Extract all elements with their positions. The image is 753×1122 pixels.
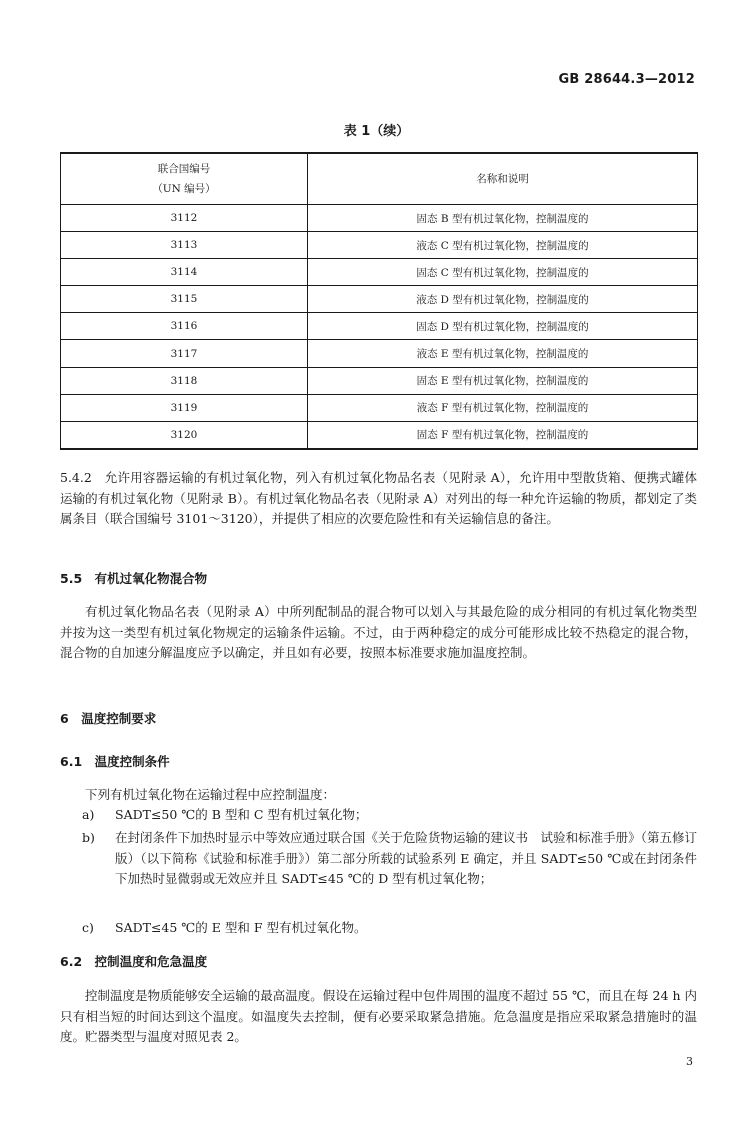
name-cell: 液态 D 型有机过氧化物，控制温度的 [308,286,698,313]
table-row [61,313,698,340]
un-number-cell: 3116 [61,313,308,340]
un-header-line1: 联合国编号 [157,163,211,175]
name-cell: 液态 F 型有机过氧化物，控制温度的 [308,394,698,421]
name-cell: 固态 C 型有机过氧化物，控制温度的 [308,259,698,286]
section-6-2-paragraph: 控制温度是物质能够安全运输的最高温度。假设在运输过程中包件周围的温度不超过 55 ℃，而且在每 24 h 内只有相当短的时间达到这个温度。如温度失去控制，便有必要采取紧急措施。危急温度是指应采取紧急措施时的温度。贮器类型与温度对照见表 2。 [60,988,697,1044]
un-number-cell: 3113 [61,232,308,259]
list-item-label-b: b) [82,830,95,845]
table-row [61,394,698,421]
section-6-1-intro: 下列有机过氧化物在运输过程中应控制温度： [85,787,336,802]
un-number-cell: 3118 [61,367,308,394]
standard-number: GB 28644.3—2012 [558,72,695,87]
list-item-b: 在封闭条件下加热时显示中等效应通过联合国《关于危险货物运输的建议书 试验和标准手册》（第五修订版）（以下简称《试验和标准手册》）第二部分所载的试验系列 E 确定，并且 SADT≤50 ℃或在封闭条件下加热时显微弱或无效应并且 SADT≤45 ℃的 D 型有机过氧化物； [115,830,697,886]
column-header-un-number [61,153,308,205]
un-header-line2: （UN 编号） [152,183,216,195]
un-number-cell: 3114 [61,259,308,286]
section-6-1-heading: 6.1 温度控制条件 [60,754,170,769]
un-number-cell: 3112 [61,205,308,232]
section-5-5-paragraph: 有机过氧化物品名表（见附录 A）中所列配制品的混合物可以划入与其最危险的成分相同的有机过氧化物类型并按为这一类型有机过氧化物规定的运输条件运输。不过，由于两种稳定的成分可能形成比较不热稳定的混合物，混合物的自加速分解温度应予以确定，并且如有必要，按照本标准要求施加温度控制。 [60,604,697,660]
name-cell: 液态 C 型有机过氧化物，控制温度的 [308,232,698,259]
name-cell: 固态 F 型有机过氧化物，控制温度的 [308,421,698,449]
table-row [61,286,698,313]
section-6-heading: 6 温度控制要求 [60,711,157,726]
name-cell: 固态 E 型有机过氧化物，控制温度的 [308,367,698,394]
table-row [61,367,698,394]
list-item-c: SADT≤45 ℃的 E 型和 F 型有机过氧化物。 [115,920,367,935]
list-item-a: SADT≤50 ℃的 B 型和 C 型有机过氧化物； [115,807,368,822]
name-cell: 液态 E 型有机过氧化物，控制温度的 [308,340,698,367]
name-cell: 固态 B 型有机过氧化物，控制温度的 [308,205,698,232]
table-row [61,205,698,232]
table-row [61,340,698,367]
un-number-cell: 3115 [61,286,308,313]
list-item-label-c: c) [82,920,94,935]
un-number-cell: 3117 [61,340,308,367]
name-cell: 固态 D 型有机过氧化物，控制温度的 [308,313,698,340]
section-5-4-2-paragraph: 5.4.2 允许用容器运输的有机过氧化物，列入有机过氧化物品名表（见附录 A），允许用中型散货箱、便携式罐体运输的有机过氧化物（见附录 B）。有机过氧化物品名表（见附录 A）对列出的每一种允许运输的物质，都划定了类属条目（联合国编号 3101～3120），并提供了相应的次要危险性和有关运输信息的备注。 [60,470,697,526]
table-row [61,421,698,449]
column-header-name: 名称和说明 [308,153,698,205]
un-number-cell: 3119 [61,394,308,421]
table-caption: 表 1（续） [343,124,410,139]
un-number-table [60,152,698,450]
table-row [61,232,698,259]
page-number: 3 [686,1055,693,1068]
table-row [61,259,698,286]
section-5-5-heading: 5.5 有机过氧化物混合物 [60,571,208,586]
list-item-label-a: a) [82,807,95,822]
un-number-cell: 3120 [61,421,308,449]
section-6-2-heading: 6.2 控制温度和危急温度 [60,954,208,969]
